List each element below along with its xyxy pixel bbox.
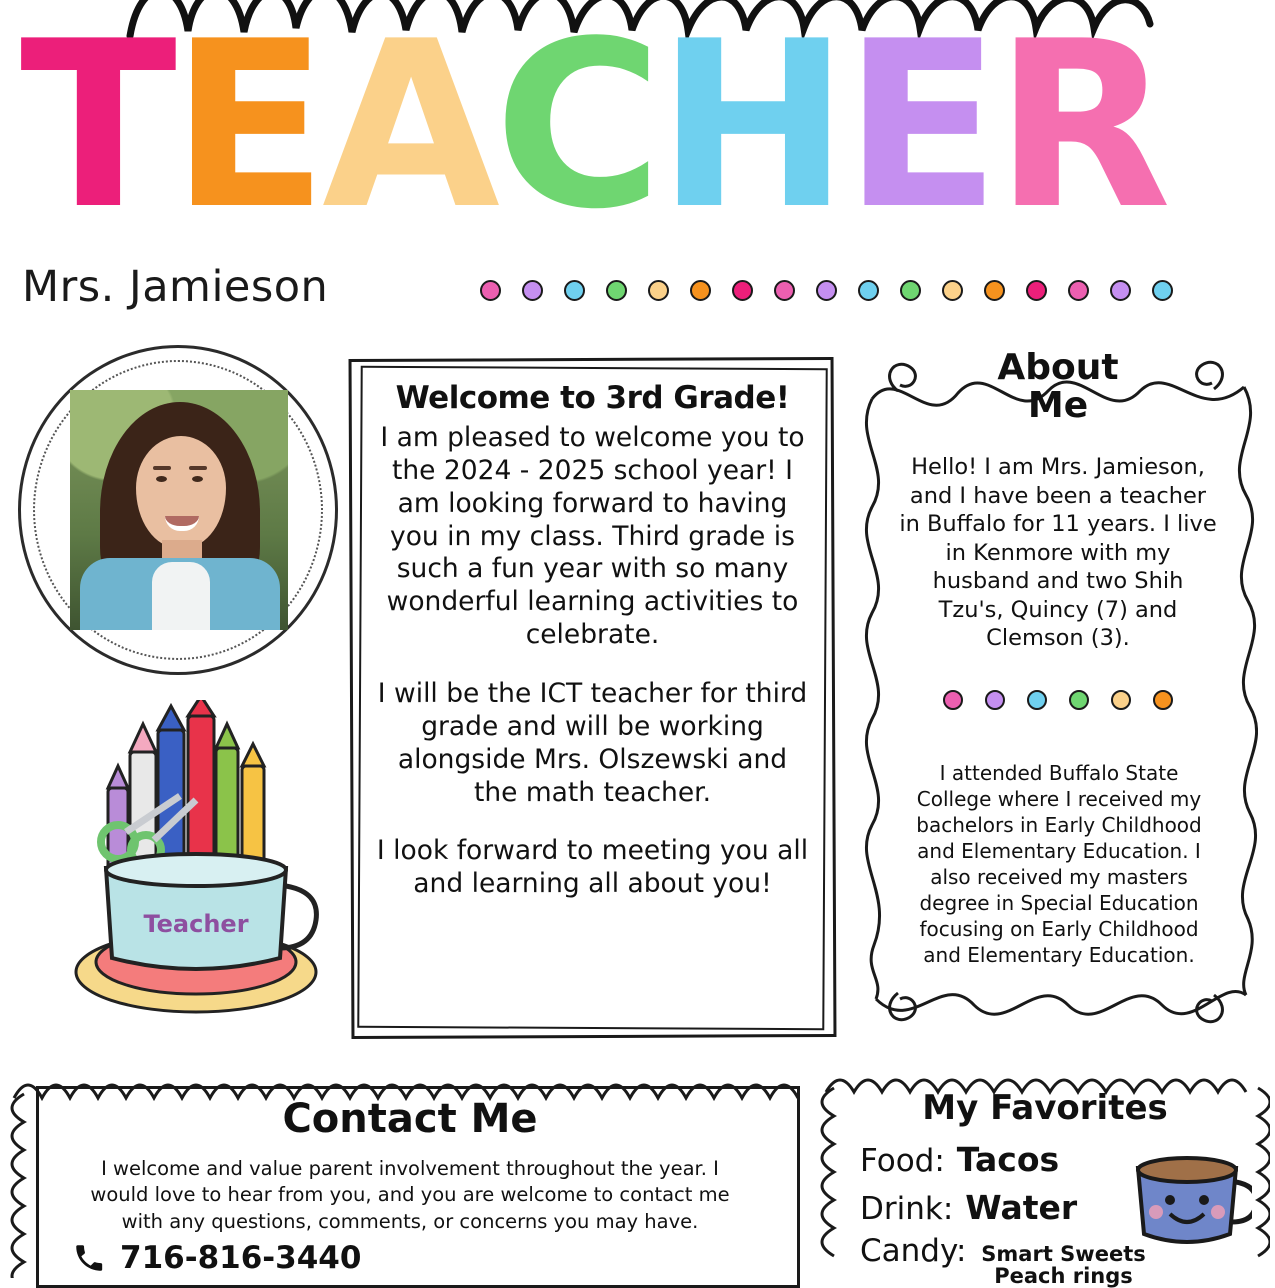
favorites-item-value: Water <box>965 1188 1078 1227</box>
decorative-dot <box>1069 690 1089 710</box>
favorites-title: My Favorites <box>922 1088 1168 1128</box>
favorites-item-label: Candy: <box>860 1233 967 1269</box>
decorative-dot <box>690 280 711 301</box>
page-header <box>0 0 1275 312</box>
decorative-dot <box>606 280 627 301</box>
avatar <box>18 345 338 675</box>
about-me-education: I attended Buffalo State College where I received my bachelors in Early Childhood and Elementary Education. I also received my masters degree in Special Education focusing on Early Childhood and Elementary Education. <box>916 761 1202 967</box>
cocoa-mug-illustration <box>1122 1138 1252 1258</box>
title-letter: E <box>170 0 323 260</box>
decorative-dot <box>1111 690 1131 710</box>
decorative-dot <box>564 280 585 301</box>
contact-phone-row[interactable] <box>72 1240 361 1276</box>
header-dot-row <box>480 280 1173 301</box>
favorites-item-label: Food: <box>860 1143 945 1179</box>
decorative-dot <box>732 280 753 301</box>
about-me-title <box>858 349 1258 425</box>
title-word <box>20 0 1255 260</box>
title-letter: C <box>494 0 657 260</box>
phone-icon <box>72 1241 106 1275</box>
decorative-dot <box>942 280 963 301</box>
welcome-paragraph: I look forward to meeting you all and learning all about you! <box>376 835 809 900</box>
welcome-paragraph: I will be the ICT teacher for third grade and will be working alongside Mrs. Olszewski and the math teacher. <box>377 678 808 808</box>
title-letter: E <box>843 0 995 260</box>
about-dot-row <box>858 690 1258 710</box>
about-me-intro: Hello! I am Mrs. Jamieson, and I have been a teacher in Buffalo for 11 years. I live in Kenmore with my husband and two Shih Tzu's, Quincy (7) and Clemson (3). <box>899 454 1217 652</box>
favorites-item-value: Smart Sweets Peach rings <box>981 1242 1146 1288</box>
title-letter: H <box>656 0 844 260</box>
decorative-dot <box>985 690 1005 710</box>
favorites-item <box>860 1140 1059 1179</box>
about-me-title-line2: Me <box>1027 384 1089 426</box>
title-letter: T <box>20 0 171 260</box>
title-letter: A <box>322 0 495 260</box>
decorative-dot <box>943 690 963 710</box>
favorites-item-value: Tacos <box>956 1140 1060 1179</box>
pencil-cup-illustration <box>46 700 336 1030</box>
favorites-item-label: Drink: <box>860 1191 954 1227</box>
decorative-dot <box>816 280 837 301</box>
decorative-dot <box>1026 280 1047 301</box>
decorative-dot <box>1153 690 1173 710</box>
decorative-dot <box>1152 280 1173 301</box>
decorative-dot <box>1110 280 1131 301</box>
decorative-dot <box>480 280 501 301</box>
favorites-panel <box>820 1070 1270 1288</box>
welcome-paragraph: I am pleased to welcome you to the 2024 - 2025 school year! I am looking forward to having you in my class. Third grade is such a fun year with so many wonderful learning activities to celebrate. <box>380 422 805 651</box>
favorites-item <box>860 1233 1149 1287</box>
decorative-dot <box>984 280 1005 301</box>
about-me-title-line1: About <box>997 347 1119 388</box>
decorative-dot <box>900 280 921 301</box>
contact-phone-number: 716-816-3440 <box>120 1240 362 1276</box>
decorative-dot <box>858 280 879 301</box>
contact-text: I welcome and value parent involvement throughout the year. I would love to hear from you, and you are welcome to contact me with any questions, comments, or concerns you may have. <box>90 1157 730 1233</box>
contact-title: Contact Me <box>282 1096 538 1142</box>
favorites-item <box>860 1188 1077 1227</box>
contact-panel <box>10 1068 810 1278</box>
about-me-panel <box>858 345 1258 1035</box>
title-letter: R <box>994 0 1166 260</box>
teacher-photo <box>70 390 288 630</box>
decorative-dot <box>774 280 795 301</box>
svg-text:Teacher: Teacher <box>143 910 249 938</box>
decorative-dot <box>1027 690 1047 710</box>
decorative-dot <box>522 280 543 301</box>
decorative-dot <box>648 280 669 301</box>
welcome-panel <box>350 358 835 1038</box>
teacher-name: Mrs. Jamieson <box>22 262 329 312</box>
welcome-title: Welcome to 3rd Grade! <box>395 380 790 416</box>
decorative-dot <box>1068 280 1089 301</box>
